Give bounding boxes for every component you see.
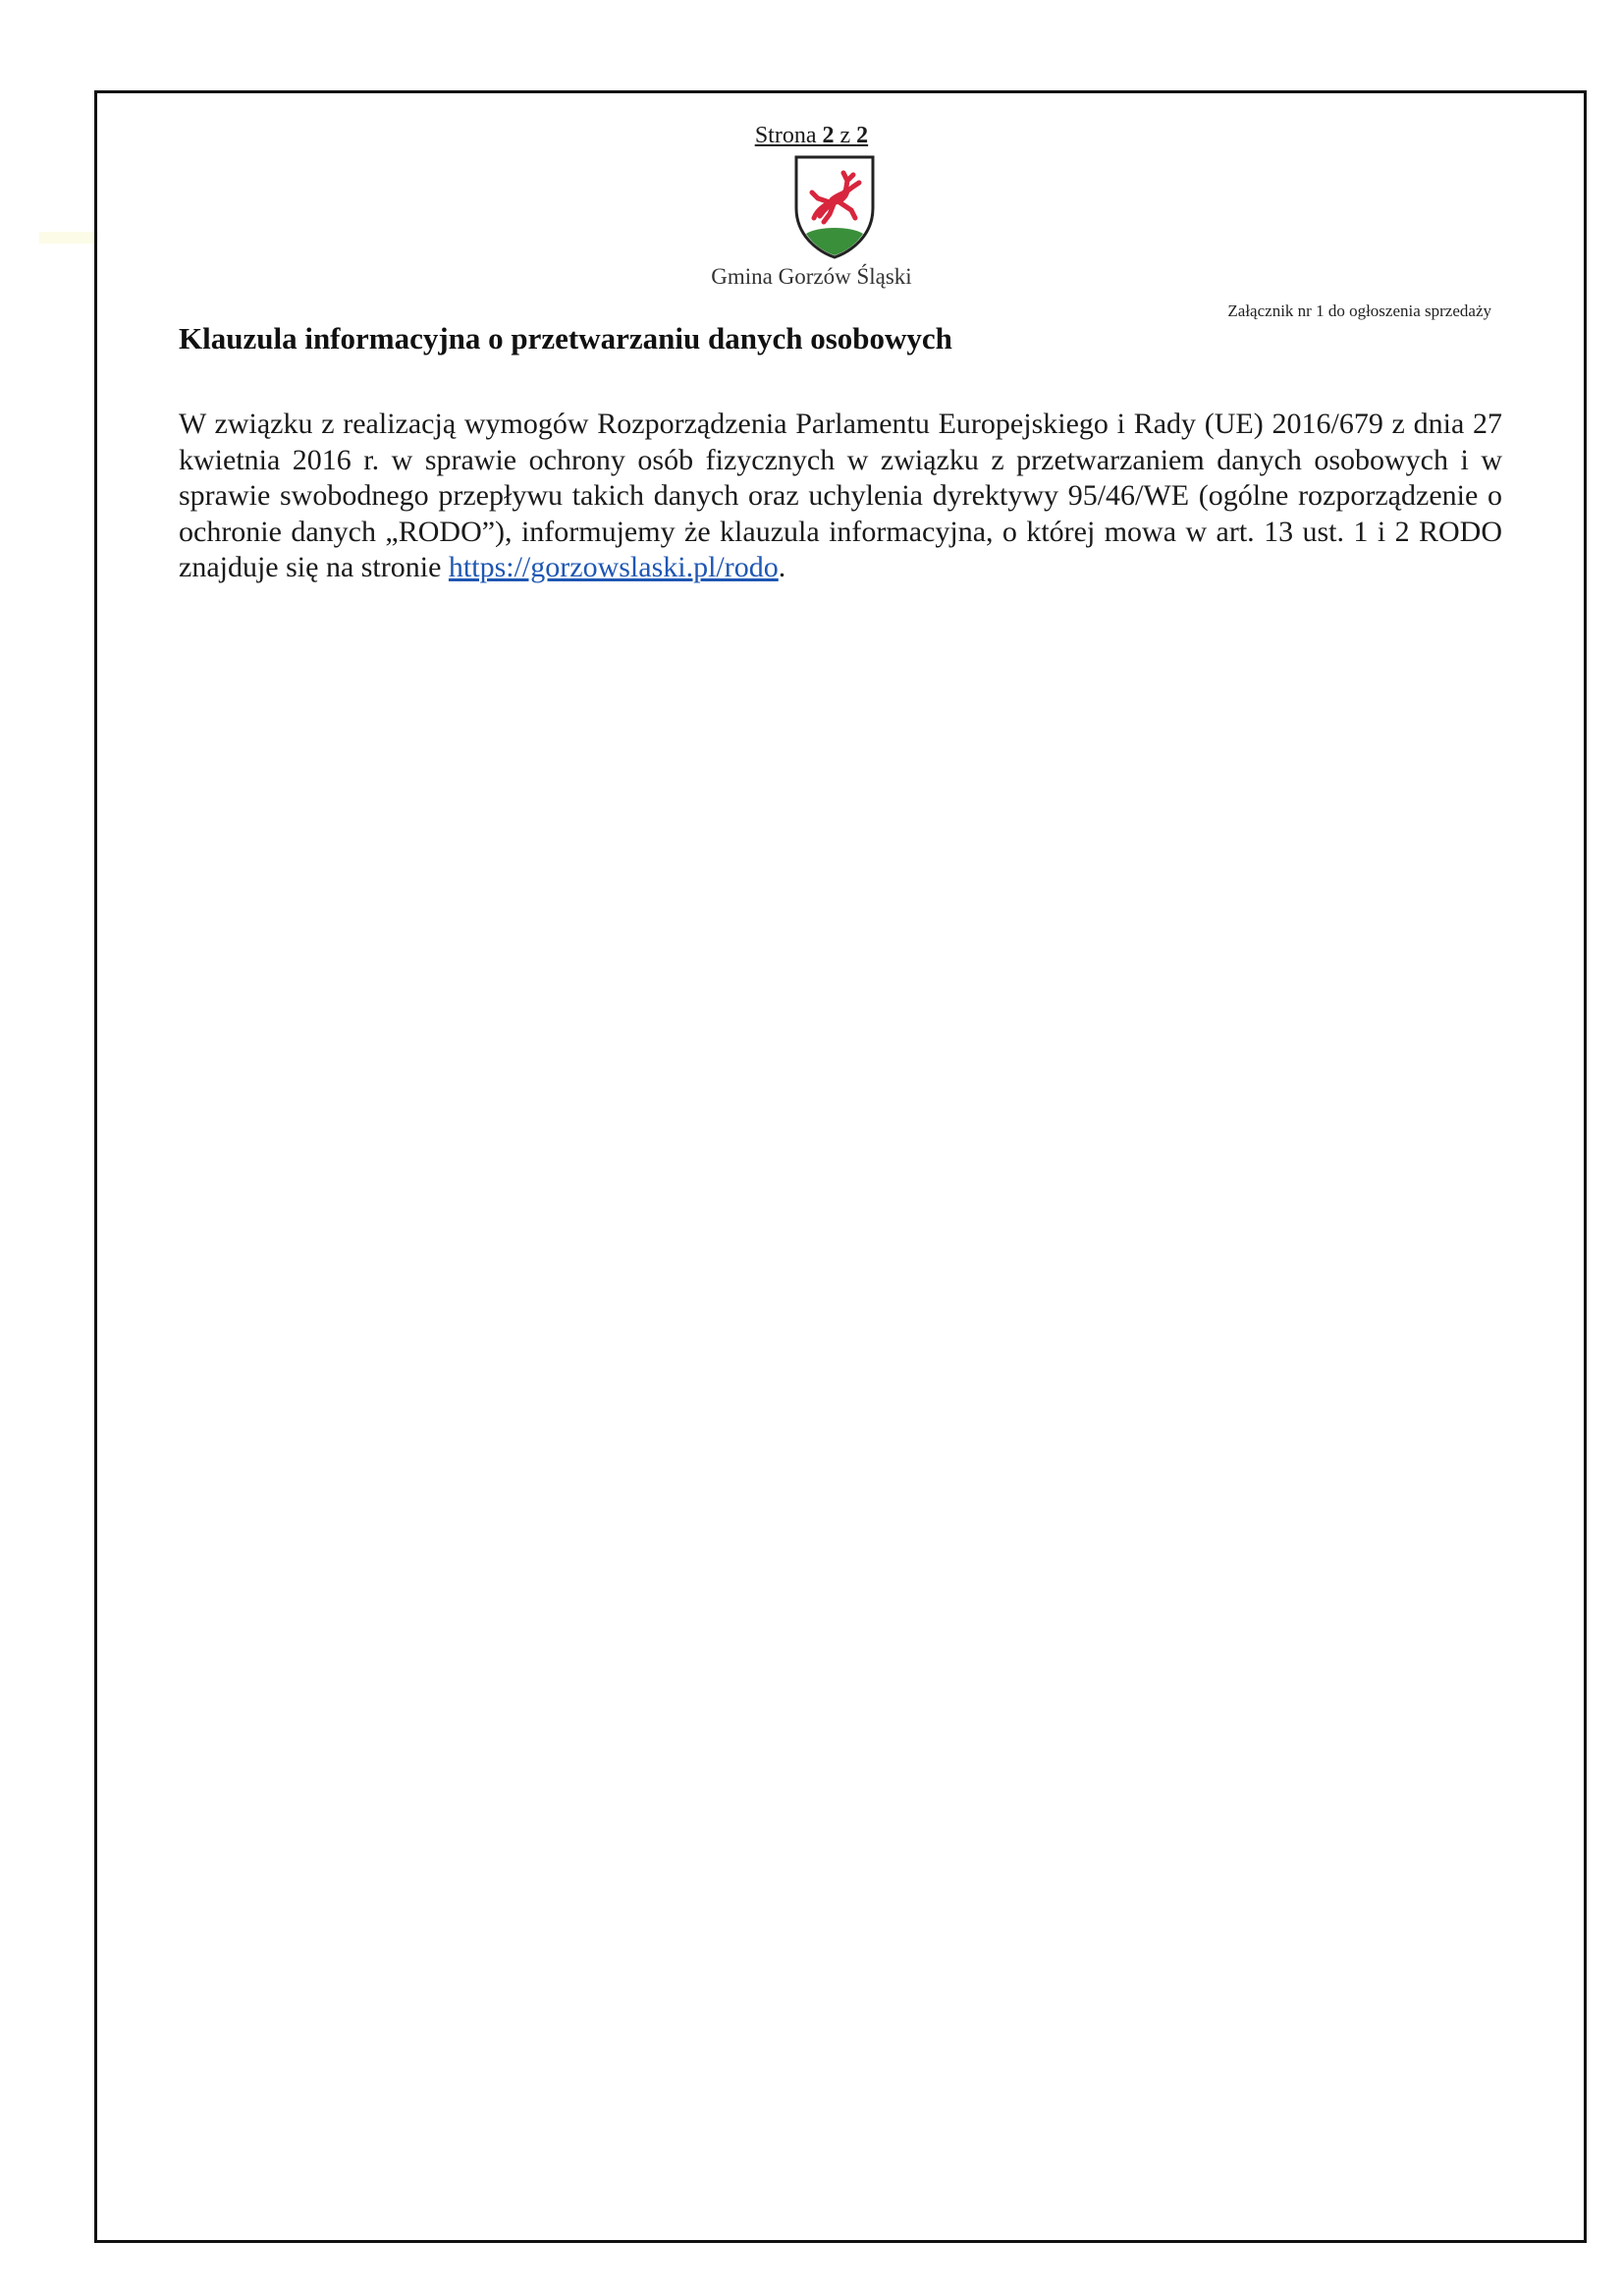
municipality-name: Gmina Gorzów Śląski	[711, 264, 912, 289]
paragraph-end: .	[778, 551, 786, 583]
document-title: Klauzula informacyjna o przetwarzaniu danych osobowych	[179, 321, 952, 355]
scan-artifact	[39, 232, 98, 244]
annex-label: Załącznik nr 1 do ogłoszenia sprzedaży	[1227, 301, 1491, 320]
paragraph-text: W związku z realizacją wymogów Rozporządzenia Parlamentu Europejskiego i Rady (UE) 2016/679 z dnia 27 kwietnia 2016 r. w sprawie ochrony osób fizycznych w związku z przetwarzaniem danych osobowych i w sprawie swobodnego przepływu takich danych oraz uchylenia dyrektywy 95/46/WE (ogólne rozporządzenie o ochronie danych „RODO”), informujemy że klauzula informacyjna, o której mowa w art. 13 ust. 1 i 2 RODO znajduje się na stronie	[179, 408, 1502, 583]
rodo-link[interactable]: https://gorzowslaski.pl/rodo	[448, 551, 779, 583]
municipality-crest-icon	[790, 153, 879, 259]
information-clause-paragraph	[179, 407, 1502, 586]
page-counter: Strona 2 z 2	[754, 123, 869, 148]
